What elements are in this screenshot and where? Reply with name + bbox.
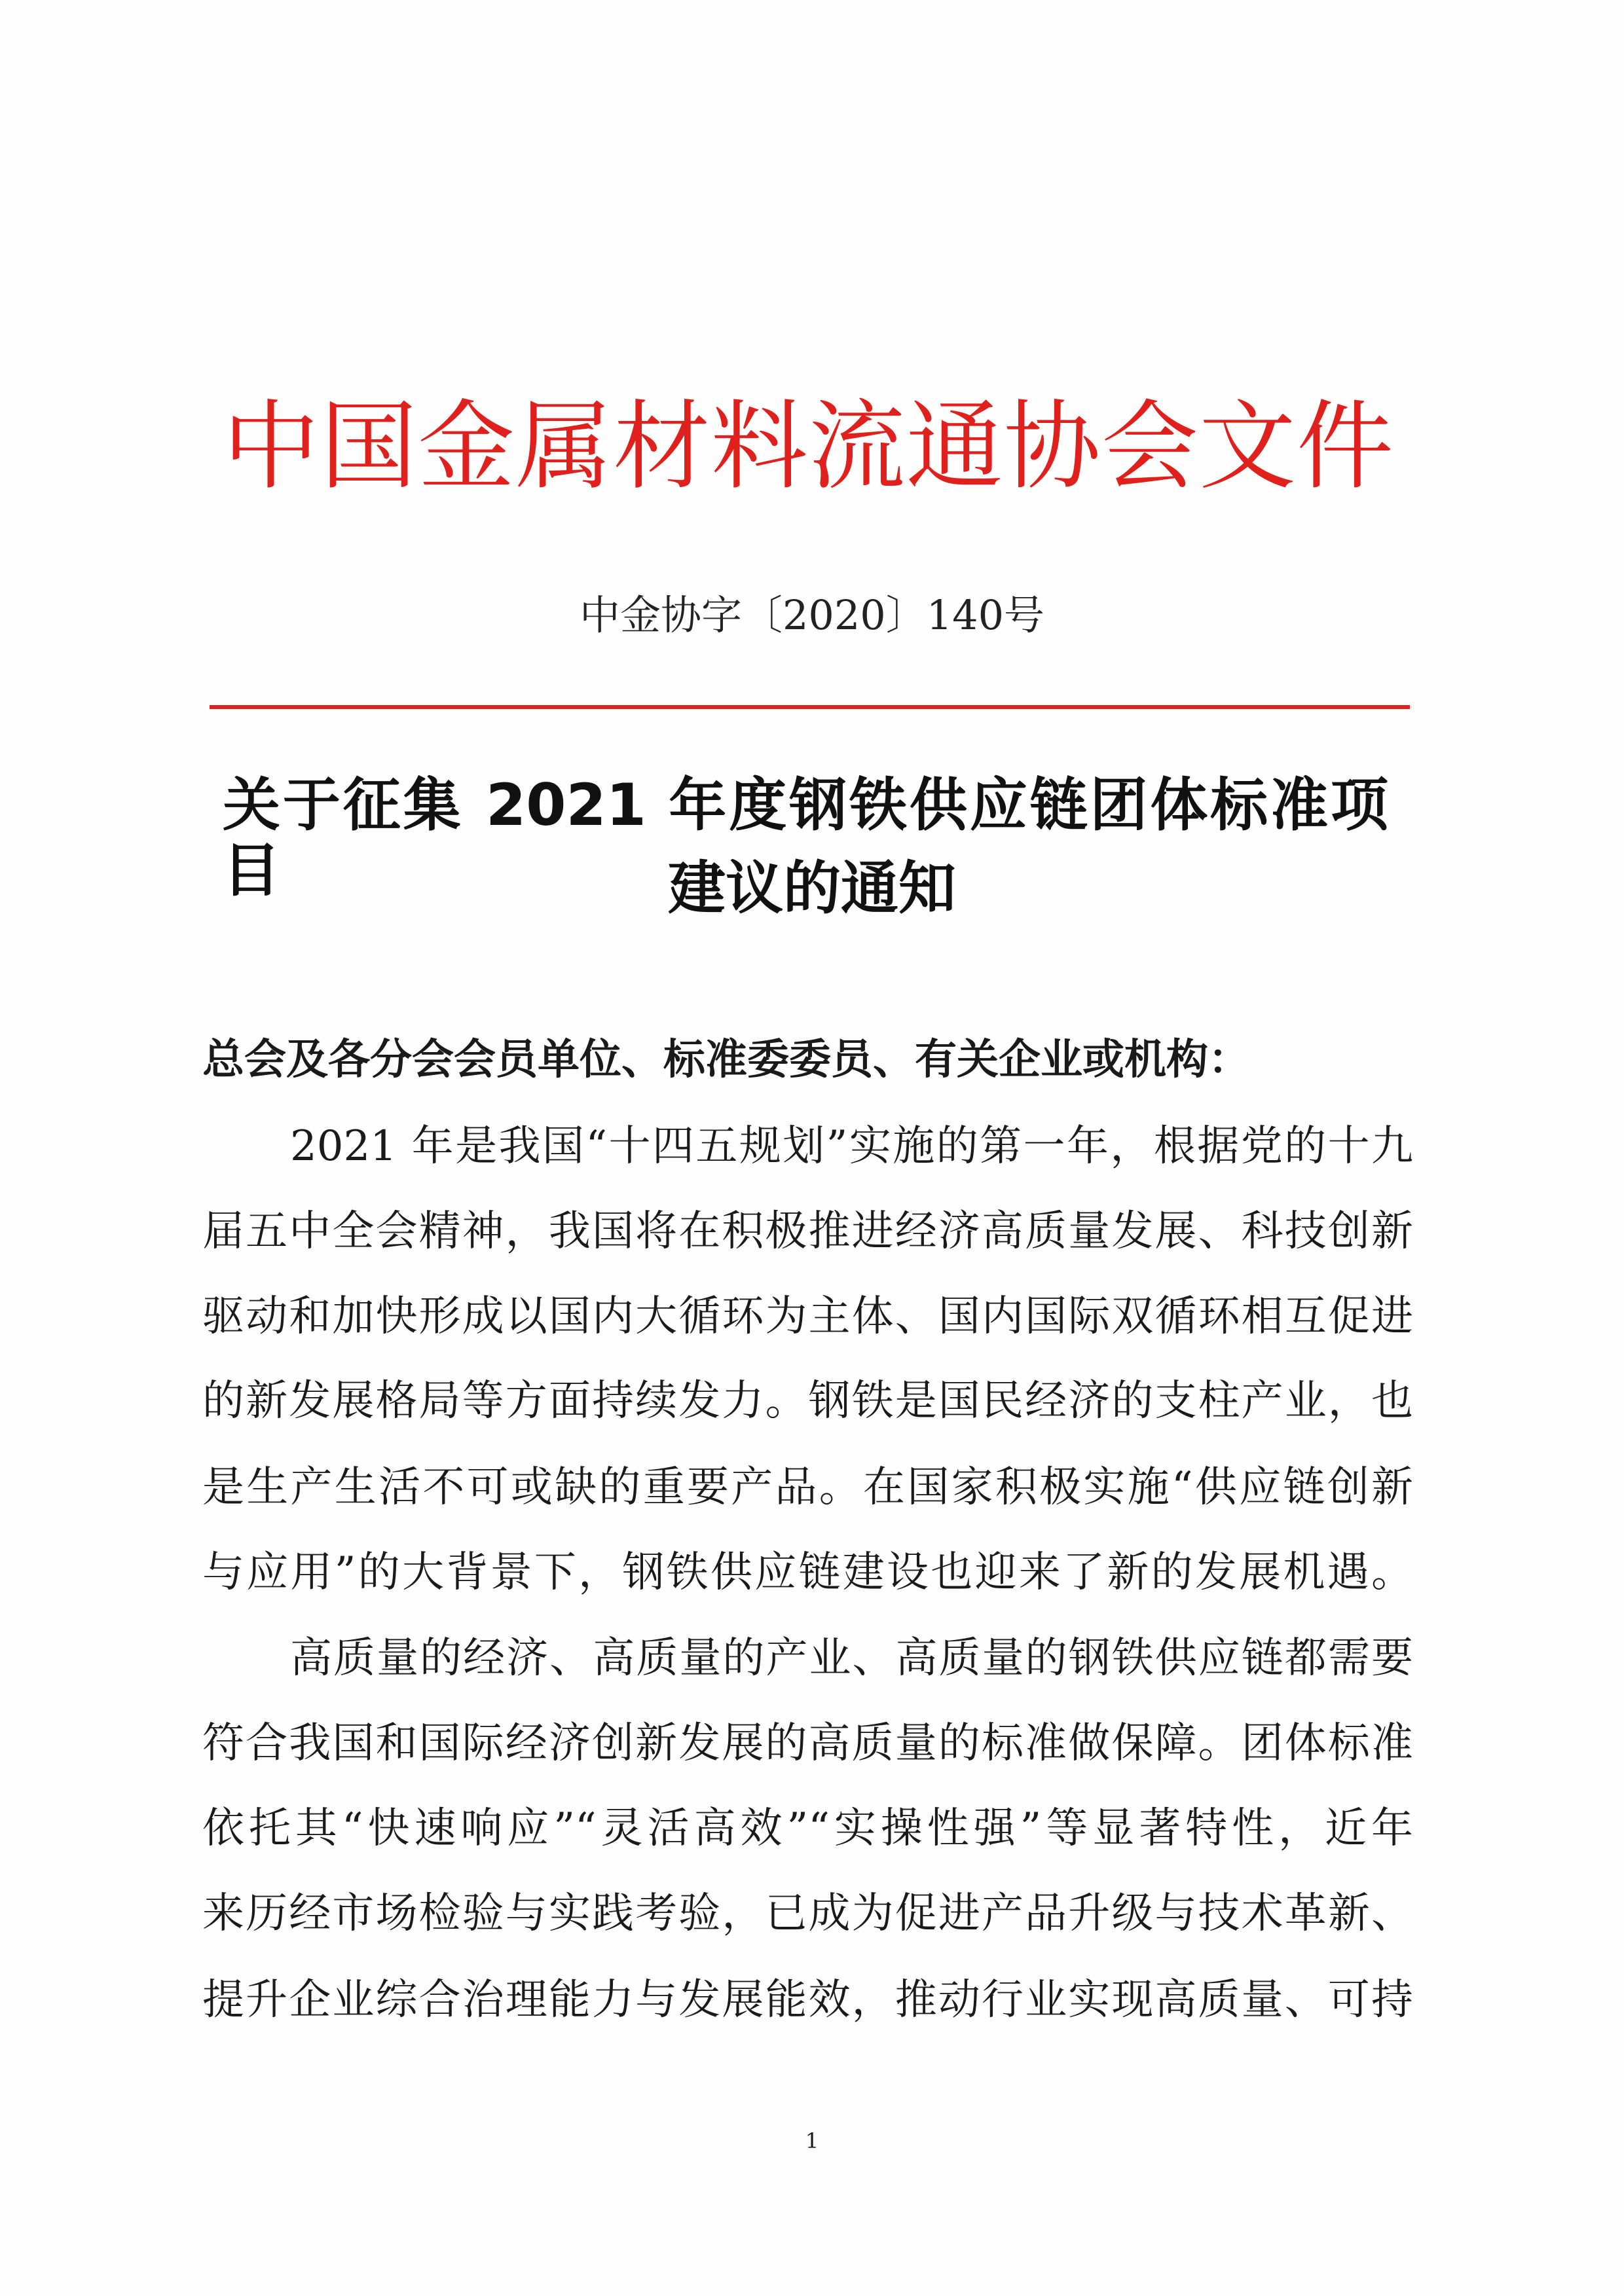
body-line: 高质量的经济、高质量的产业、高质量的钢铁供应链都需要: [290, 1635, 1413, 1681]
body-line: 届五中全会精神，我国将在积极推进经济高质量发展、科技创新: [202, 1209, 1413, 1254]
body-line: 是生产生活不可或缺的重要产品。在国家积极实施“供应链创新: [202, 1465, 1413, 1510]
body-line: 与应用”的大背景下，钢铁供应链建设也迎来了新的发展机遇。: [202, 1550, 1413, 1595]
body-line: 2021 年是我国“十四五规划”实施的第一年，根据党的十九: [290, 1123, 1413, 1169]
body-line: 依托其“快速响应”“灵活高效”“实操性强”等显著特性，近年: [202, 1806, 1413, 1851]
issuer-title: 中国金属材料流通协会文件: [223, 390, 1393, 503]
notice-title-line-2: 建议的通知: [667, 854, 956, 922]
body-line: 符合我国和国际经济创新发展的高质量的标准做保障。团体标准: [202, 1721, 1413, 1766]
red-divider: [210, 705, 1410, 709]
page-number: 1: [805, 2128, 819, 2153]
body-line: 驱动和加快形成以国内大循环为主体、国内国际双循环相互促进: [202, 1294, 1413, 1339]
body-line: 提升企业综合治理能力与发展能效，推动行业实现高质量、可持: [202, 1977, 1413, 2023]
body-line: 来历经市场检验与实践考验，已成为促进产品升级与技术革新、: [202, 1891, 1413, 1937]
document-number: 中金协字〔2020〕140号: [579, 591, 1045, 639]
salutation: 总会及各分会会员单位、标准委委员、有关企业或机构：: [202, 1036, 1250, 1084]
body-line: 的新发展格局等方面持续发力。钢铁是国民经济的支柱产业，也: [202, 1378, 1413, 1424]
notice-title-line-1: 关于征集 2021 年度钢铁供应链团体标准项目: [223, 773, 1388, 903]
